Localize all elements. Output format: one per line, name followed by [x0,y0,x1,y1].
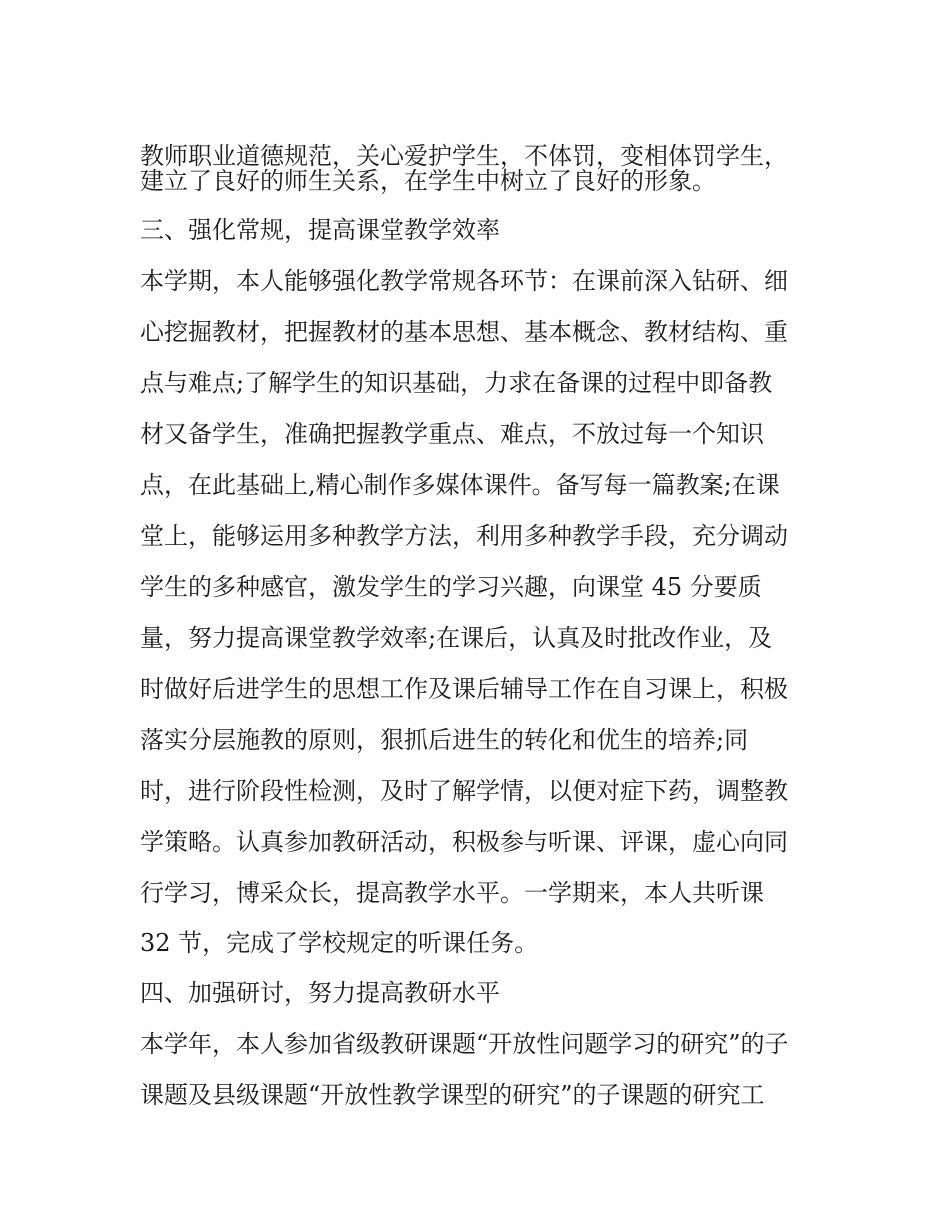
text-line: 建立了良好的师生关系，在学生中树立了良好的形象。 [140,167,716,195]
text-line: 点，在此基础上,精心制作多媒体课件。备写每一篇教案;在课 [140,471,780,499]
text-line: 量，努力提高课堂教学效率;在课后，认真及时批改作业，及 [140,624,773,652]
text-line: 堂上，能够运用多种教学方法，利用多种教学手段，充分调动 [140,522,788,550]
text-line: 材又备学生，准确把握教学重点、难点，不放过每一个知识 [140,420,764,448]
text-line: 学生的多种感官，激发学生的学习兴趣，向课堂 45 分要质 [140,573,762,601]
text-line: 落实分层施教的原则，狠抓后进生的转化和优生的培养;同 [140,726,749,754]
text-line: 点与难点;了解学生的知识基础，力求在备课的过程中即备教 [140,369,773,397]
text-line: 时做好后进学生的思想工作及课后辅导工作在自习课上，积极 [140,675,788,703]
text-line: 32 节，完成了学校规定的听课任务。 [140,929,539,957]
text-line: 心挖掘教材，把握教材的基本思想、基本概念、教材结构、重 [140,318,788,346]
section-heading: 四、加强研讨，努力提高教研水平 [140,979,500,1007]
text-line: 教师职业道德规范，关心爱护学生，不体罚，变相体罚学生， [140,142,788,170]
section-heading: 三、强化常规，提高课堂教学效率 [140,216,500,244]
text-line: 行学习，博采众长，提高教学水平。一学期来，本人共听课 [140,879,764,907]
text-line: 时，进行阶段性检测，及时了解学情，以便对症下药，调整教 [140,777,788,805]
text-line: 学策略。认真参加教研活动，积极参与听课、评课，虚心向同 [140,828,788,856]
text-line: 本学年，本人参加省级教研课题“开放性问题学习的研究”的子 [140,1030,789,1058]
text-line: 课题及县级课题“开放性教学课型的研究”的子课题的研究工 [140,1081,765,1109]
text-line: 本学期，本人能够强化教学常规各环节：在课前深入钻研、细 [140,267,788,295]
